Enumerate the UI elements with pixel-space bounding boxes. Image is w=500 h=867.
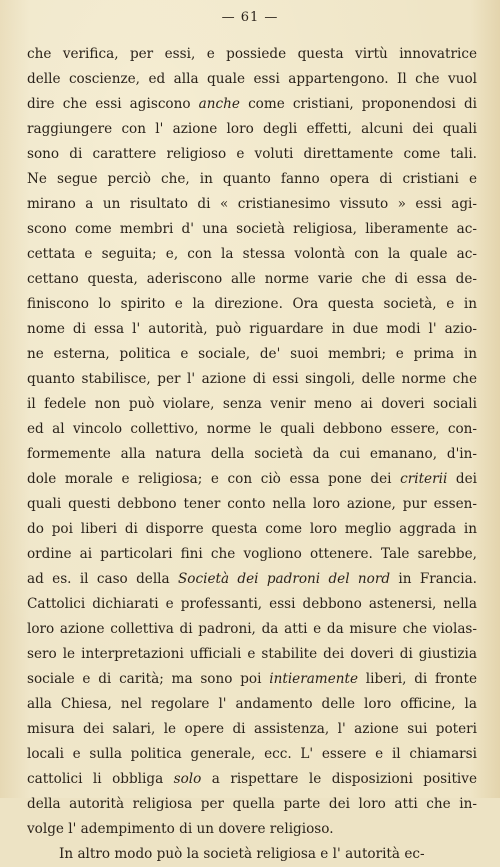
text-line: cettata e seguita; e, con la stessa volontà con la quale ac- <box>27 246 477 262</box>
italic-phrase: intieramente <box>269 671 359 687</box>
text-line: della autorità religiosa per quella parte dei loro atti che in- <box>27 796 477 812</box>
text-line: Ne segue perciò che, in quanto fanno opera di cristiani e <box>27 171 477 187</box>
text-line: scono come membri d' una società religiosa, liberamente ac- <box>27 221 477 237</box>
text-line: In altro modo può la società religiosa e l' autorità ec- <box>59 846 425 862</box>
text-line: sono di carattere religioso e voluti direttamente come tali. <box>27 146 477 162</box>
text-line: ed al vincolo collettivo, norme le quali debbono essere, con- <box>27 421 477 437</box>
text-line: cettano questa, aderiscono alle norme varie che di essa de- <box>27 271 477 287</box>
italic-phrase: solo <box>173 771 202 787</box>
text-line: loro azione collettiva di padroni, da atti e da misure che violas- <box>27 621 477 637</box>
text-line: do poi liberi di disporre questa come loro meglio aggrada in <box>27 521 477 537</box>
text-line: sero le interpretazioni ufficiali e stabilite dei doveri di giustizia <box>27 646 477 662</box>
text-line: formemente alla natura della società da cui emanano, d'in- <box>27 446 477 462</box>
text-line-with-italic: ad es. il caso della Società dei padroni del nord in Francia. <box>27 571 477 587</box>
text-line-with-italic: cattolici li obbliga solo a rispettare le disposizioni positive <box>27 771 477 787</box>
text-line: il fedele non può violare, senza venir meno ai doveri sociali <box>27 396 477 412</box>
text-line: alla Chiesa, nel regolare l' andamento delle loro officine, la <box>27 696 477 712</box>
text-line: delle coscienze, ed alla quale essi appartengono. Il che vuol <box>27 71 477 87</box>
text-line-with-italic: dole morale e religiosa; e con ciò essa pone dei criterii dei <box>27 471 477 487</box>
text-line: quali questi debbono tener conto nella loro azione, pur essen- <box>27 496 477 512</box>
text-line: ne esterna, politica e sociale, de' suoi membri; e prima in <box>27 346 477 362</box>
text-line: finiscono lo spirito e la direzione. Ora questa società, e in <box>27 296 477 312</box>
text-line: quanto stabilisce, per l' azione di essi singoli, delle norme che <box>27 371 477 387</box>
italic-phrase: Società dei padroni del nord <box>177 571 391 587</box>
text-line: nome di essa l' autorità, può riguardare in due modi l' azio- <box>27 321 477 337</box>
italic-phrase: criterii <box>400 471 448 487</box>
page-number: — 61 — <box>221 10 279 25</box>
italic-phrase: anche <box>198 96 240 112</box>
text-line: Cattolici dichiarati e professanti, essi debbono astenersi, nella <box>27 596 477 612</box>
text-line-with-italic: dire che essi agiscono anche come cristiani, proponendosi di <box>27 96 477 112</box>
text-line: misura dei salari, le opere di assistenza, l' azione sui poteri <box>27 721 477 737</box>
text-line: ordine ai particolari fini che vogliono ottenere. Tale sarebbe, <box>27 546 477 562</box>
text-line: mirano a un risultato di « cristianesimo vissuto » essi agi- <box>27 196 477 212</box>
text-line-with-italic: sociale e di carità; ma sono poi intieramente liberi, di fronte <box>27 671 477 687</box>
body-text <box>27 42 477 867</box>
text-line: locali e sulla politica generale, ecc. L' essere e il chiamarsi <box>27 746 477 762</box>
text-line: che verifica, per essi, e possiede questa virtù innovatrice <box>27 46 477 62</box>
text-line: raggiungere con l' azione loro degli effetti, alcuni dei quali <box>27 121 477 137</box>
text-line: volge l' adempimento di un dovere religioso. <box>27 821 334 837</box>
